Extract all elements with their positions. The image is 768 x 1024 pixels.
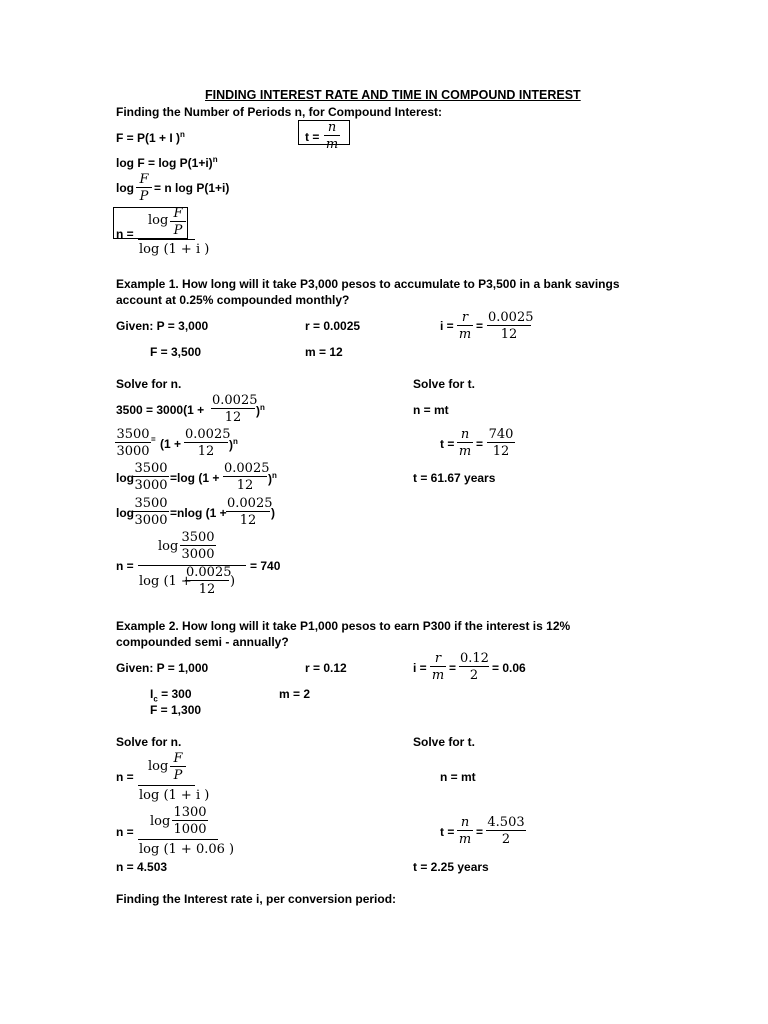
example1-step2-paren: (1 + — [160, 437, 182, 451]
example2-step1-denominator: log (1 + i ) — [139, 788, 210, 803]
example1-step4-close: ) — [271, 506, 275, 520]
example1-given-p: Given: P = 3,000 — [116, 319, 209, 333]
example2-step2-num-ratio: $\frac{1300}{1000}$ — [173, 805, 207, 837]
example2-given-r: r = 0.12 — [305, 661, 347, 675]
example2-t-result: t = 2.25 years — [413, 860, 489, 874]
example1-step1-lhs: 3500 = 3000(1 + — [116, 403, 205, 417]
example1-step5-den-fraction: $\frac{0.0025}{12}$ — [186, 565, 232, 597]
example1-step2-ratio: $\frac{3500}{3000}$ — [116, 427, 150, 459]
formula-compound-amount: F = P(1 + I )$^n$ — [116, 130, 185, 145]
boxed-formula-n-fraction-bar — [138, 239, 195, 240]
formula-log-fp-label: log — [116, 181, 134, 195]
example1-t-step1: n = mt — [413, 403, 449, 417]
example1-step5-result: = 740 — [250, 559, 281, 573]
example2-t-step2-fraction-nm: $\frac{n}{m}$ — [458, 815, 472, 847]
example1-given-i-fraction-rm: $\frac{r}{m}$ — [458, 310, 472, 342]
example1-step1-fraction: $\frac{0.0025}{12}$ — [212, 393, 258, 425]
example2-given-p: Given: P = 1,000 — [116, 661, 209, 675]
example2-step2-denominator: log (1 + 0.06 ) — [139, 842, 235, 857]
example2-given-i-fraction-value: $\frac{0.12}{2}$ — [460, 651, 489, 683]
example2-t-step2-lhs: t = — [440, 825, 455, 839]
example2-solve-t-heading: Solve for t. — [413, 735, 476, 749]
example1-given-r: r = 0.0025 — [305, 319, 361, 333]
example1-given-i-lhs: i = — [440, 319, 454, 333]
example1-step4-mid: =nlog (1 + — [170, 506, 227, 520]
boxed-formula-n-denominator: log (1 + i ) — [139, 242, 210, 257]
example1-solve-n-heading: Solve for n. — [116, 377, 182, 391]
example2-solve-n-heading: Solve for n. — [116, 735, 182, 749]
example2-text-line2: compounded semi - annually? — [116, 635, 289, 649]
example2-t-step2-eq: = — [476, 825, 484, 839]
example2-step1-num-log: log — [148, 759, 169, 774]
formula-log-fp-fraction: $\frac{F}{P}$ — [136, 173, 152, 203]
example1-step5-num-log: log — [158, 539, 179, 554]
example1-t-step2-eq: = — [476, 437, 484, 451]
example2-t-step2-fraction-value: $\frac{4.503}{2}$ — [487, 815, 525, 847]
example2-step2-num-log: log — [150, 814, 171, 829]
example2-given-i-fraction-rm: $\frac{r}{m}$ — [431, 651, 445, 683]
example1-step2-fraction: $\frac{0.0025}{12}$ — [185, 427, 231, 459]
example1-step4-log: log — [116, 506, 134, 520]
example1-given-i-fraction-value: $\frac{0.0025}{12}$ — [488, 310, 534, 342]
section-heading-interest-rate: Finding the Interest rate i, per conversion period: — [116, 892, 397, 906]
example1-text-line1: Example 1. How long will it take P3,000 pesos to accumulate to P3,500 in a bank savings — [116, 277, 620, 291]
example2-n-result: n = 4.503 — [116, 860, 168, 874]
example1-t-step2-fraction-nm: $\frac{n}{m}$ — [458, 427, 472, 459]
example1-step2-eq: = — [151, 435, 156, 444]
example1-step5-num-ratio: $\frac{3500}{3000}$ — [181, 530, 215, 562]
example2-given-m: m = 2 — [279, 687, 311, 701]
boxed-formula-n-num-log: log — [148, 213, 169, 228]
example2-given-ic: $I_c = 300$ — [150, 687, 192, 704]
example1-step3-fraction: $\frac{0.0025}{12}$ — [224, 461, 270, 493]
example1-step2-close: )$^n$ — [229, 437, 238, 452]
example1-given-m: m = 12 — [305, 345, 343, 359]
example1-step4-ratio: $\frac{3500}{3000}$ — [134, 496, 168, 528]
boxed-formula-n-num-fraction: $\frac{F}{P}$ — [170, 207, 186, 237]
example2-step2-lhs: n = — [116, 825, 134, 839]
example1-step5-lhs: n = — [116, 559, 134, 573]
example2-given-i-eq: = — [449, 661, 457, 675]
example2-step1-lhs: n = — [116, 770, 134, 784]
example2-step1-num-fraction: $\frac{F}{P}$ — [170, 752, 186, 782]
example2-step2-fraction-bar — [138, 839, 218, 840]
example1-given-f: F = 3,500 — [150, 345, 202, 359]
example2-text-line1: Example 2. How long will it take P1,000 pesos to earn P300 if the interest is 12% — [116, 619, 571, 633]
formula-log-f: $\log F = \log P(1+i)^n$ — [116, 155, 218, 170]
boxed-formula-n-lhs: n = — [116, 227, 134, 241]
example1-step3-close: )$^n$ — [268, 471, 277, 486]
boxed-formula-t-lhs: t = — [305, 130, 320, 144]
example1-t-step2-lhs: t = — [440, 437, 455, 451]
example1-step5-den-close: ) — [230, 574, 236, 589]
example1-step1-close: )$^n$ — [256, 403, 265, 418]
example1-step3-log: log — [116, 471, 134, 485]
example2-given-i-result: = 0.06 — [492, 661, 526, 675]
example1-given-i-eq: = — [476, 319, 484, 333]
example1-step4-fraction: $\frac{0.0025}{12}$ — [227, 496, 273, 528]
example1-step3-ratio: $\frac{3500}{3000}$ — [134, 461, 168, 493]
formula-log-fp-rhs: = n log P(1+i) — [154, 181, 230, 195]
example2-t-step1: n = mt — [440, 770, 476, 784]
section-heading-periods: Finding the Number of Periods n, for Compound Interest: — [116, 105, 442, 119]
page-title: FINDING INTEREST RATE AND TIME IN COMPOUND INTEREST — [205, 88, 581, 102]
example1-text-line2: account at 0.25% compounded monthly? — [116, 293, 350, 307]
example1-step3-mid: =log (1 + — [170, 471, 220, 485]
boxed-formula-t-fraction: $\frac{n}{m}$ — [325, 120, 339, 152]
example2-step1-fraction-bar — [138, 785, 195, 786]
example2-given-i-lhs: i = — [413, 661, 427, 675]
example1-t-step2-fraction-value: $\frac{740}{12}$ — [488, 427, 514, 459]
example1-solve-t-heading: Solve for t. — [413, 377, 476, 391]
example1-t-result: t = 61.67 years — [413, 471, 496, 485]
example1-step5-den-log: log (1 + — [139, 574, 192, 589]
example2-given-f: F = 1,300 — [150, 703, 202, 717]
